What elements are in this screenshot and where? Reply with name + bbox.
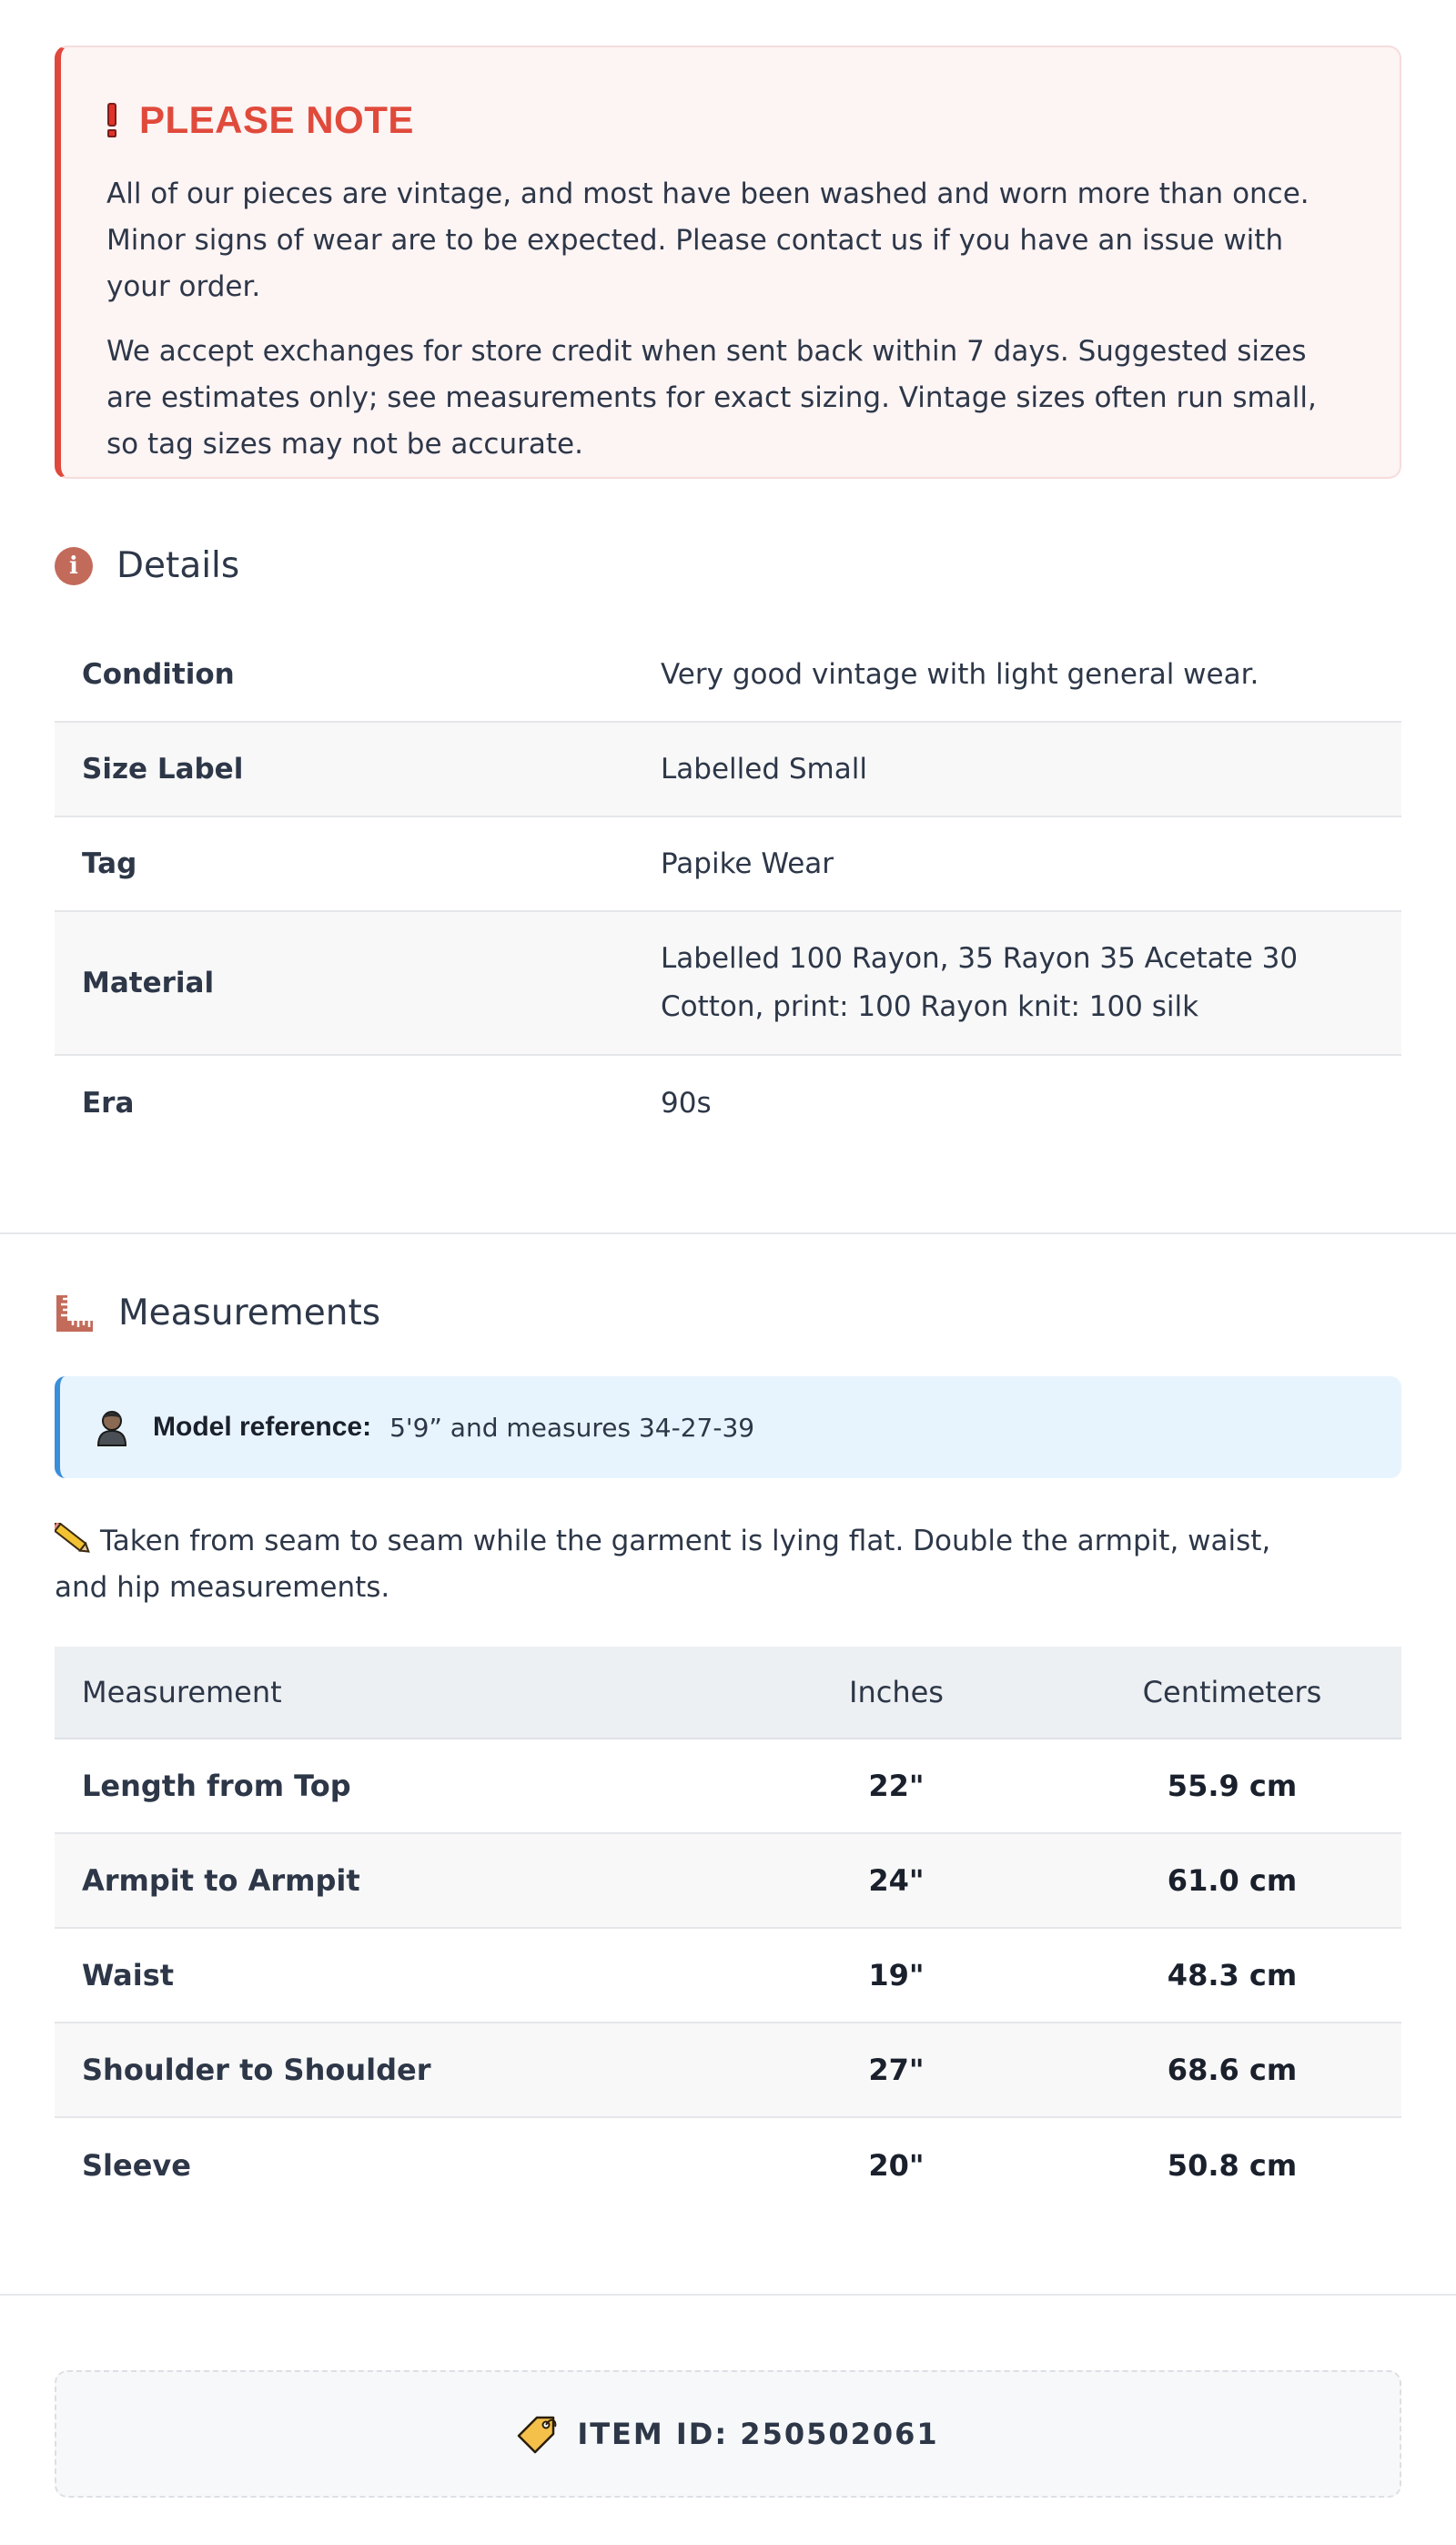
measurement-cm: 50.8 cm <box>1167 2148 1298 2183</box>
pencil-icon <box>55 1523 91 1556</box>
details-row-tag <box>55 817 1401 912</box>
details-value: 90s <box>661 1086 712 1120</box>
measurements-header <box>55 1293 380 1333</box>
measurement-name: Length from Top <box>82 1769 351 1803</box>
column-header-measurement: Measurement <box>82 1675 282 1709</box>
info-icon: i <box>55 547 93 585</box>
details-label: Size Label <box>82 753 244 786</box>
table-row <box>55 2118 1401 2213</box>
details-label: Condition <box>82 658 235 691</box>
measurement-name: Armpit to Armpit <box>82 1863 360 1898</box>
details-row-size-label <box>55 723 1401 817</box>
details-value: Very good vintage with light general wear. <box>661 657 1259 691</box>
details-label: Era <box>82 1087 135 1120</box>
person-icon <box>95 1407 129 1447</box>
details-header <box>55 545 239 586</box>
measurement-inches: 19" <box>868 1958 925 1992</box>
details-label: Material <box>82 967 215 999</box>
measurement-cm: 68.6 cm <box>1167 2053 1298 2087</box>
item-id-text: ITEM ID: 250502061 <box>577 2417 939 2451</box>
measurement-note <box>55 1518 1329 1611</box>
measurement-cm: 55.9 cm <box>1167 1769 1298 1803</box>
table-row <box>55 1739 1401 1834</box>
notice-box <box>55 46 1401 479</box>
model-reference-value: 5'9” and measures 34-27-39 <box>389 1412 755 1443</box>
details-value: Papike Wear <box>661 847 834 880</box>
details-row-material <box>55 912 1401 1056</box>
measurement-name: Waist <box>82 1958 175 1992</box>
model-reference-box <box>55 1376 1401 1478</box>
notice-paragraph-2: We accept exchanges for store credit when sent back within 7 days. Suggested sizes are estimates only; see measurements for exact sizing. Vintage sizes often run small, so tag sizes may not be accurate. <box>106 335 1317 461</box>
measurement-inches: 20" <box>868 2148 925 2183</box>
details-label: Tag <box>82 847 137 880</box>
details-table <box>55 628 1401 1151</box>
exclamation-icon <box>106 103 117 137</box>
measurement-inches: 27" <box>868 2053 925 2087</box>
measurement-name: Shoulder to Shoulder <box>82 2053 431 2087</box>
table-row <box>55 2023 1401 2118</box>
details-value: Labelled Small <box>661 752 867 786</box>
details-title: Details <box>116 545 240 586</box>
model-reference-label: Model reference: <box>153 1412 372 1442</box>
measurement-cm: 48.3 cm <box>1167 1958 1298 1992</box>
item-id-box <box>55 2370 1401 2498</box>
table-row <box>55 1929 1401 2023</box>
notice-heading: PLEASE NOTE <box>139 98 414 141</box>
measurements-title: Measurements <box>118 1293 381 1333</box>
details-value: Labelled 100 Rayon, 35 Rayon 35 Acetate 30 Cotton, print: 100 Rayon knit: 100 silk <box>661 942 1299 1023</box>
section-divider <box>0 1232 1456 1234</box>
details-row-era <box>55 1056 1401 1151</box>
tag-icon <box>517 2414 557 2454</box>
table-row <box>55 1834 1401 1929</box>
measurement-note-text: Taken from seam to seam while the garment is lying flat. Double the armpit, waist, and hip measurements. <box>55 1525 1271 1604</box>
measurement-name: Sleeve <box>82 2148 191 2183</box>
measurement-inches: 24" <box>868 1863 925 1898</box>
ruler-icon <box>55 1293 95 1333</box>
details-row-condition <box>55 628 1401 723</box>
measurement-inches: 22" <box>868 1769 925 1803</box>
notice-title-row <box>106 100 1352 140</box>
notice-paragraph-1: All of our pieces are vintage, and most have been washed and worn more than once. Minor signs of wear are to be expected. Please contact us if you have an issue with your order. <box>106 177 1309 303</box>
measurements-table-header <box>55 1647 1401 1739</box>
column-header-centimeters: Centimeters <box>1142 1675 1322 1709</box>
column-header-inches: Inches <box>849 1675 944 1709</box>
section-divider <box>0 2294 1456 2296</box>
measurement-cm: 61.0 cm <box>1167 1863 1298 1898</box>
measurements-table <box>55 1647 1401 2213</box>
